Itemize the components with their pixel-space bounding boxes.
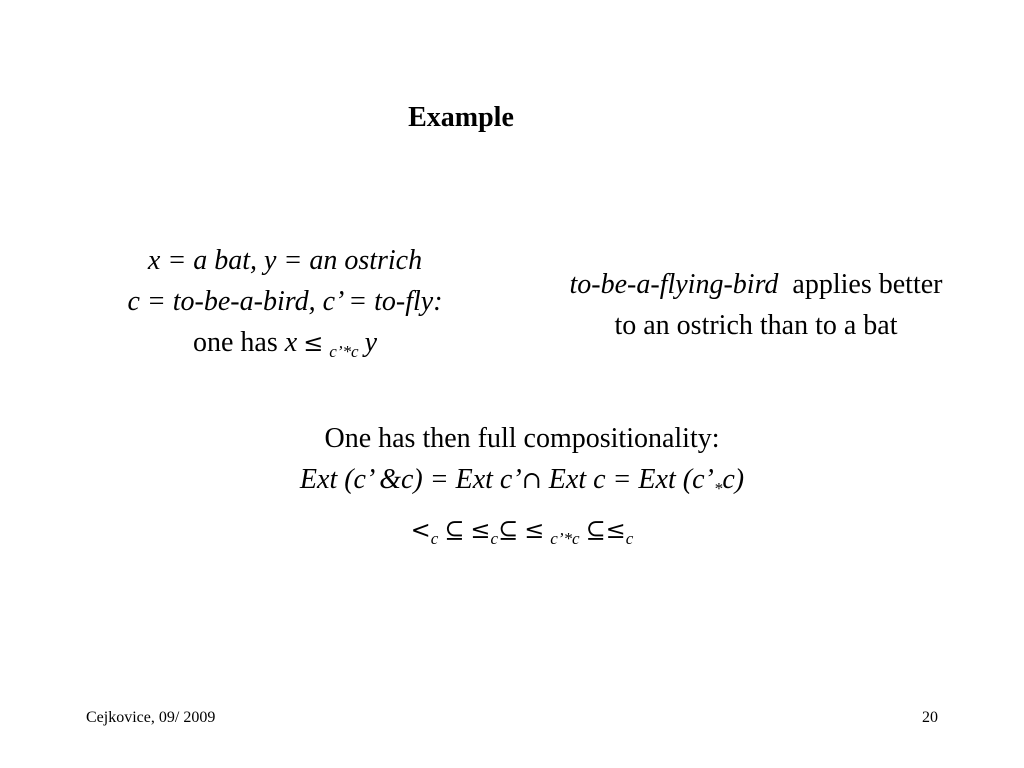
chain-symbol: ⊆ — [498, 516, 519, 544]
ordering-y: y — [364, 327, 377, 358]
slide-title: Example — [408, 102, 514, 133]
chain-subscript: c — [625, 529, 634, 548]
explanation-line-1 — [520, 264, 992, 305]
definition-x-y: x = a bat, y = an ostrich — [147, 245, 423, 276]
extension-equation-part-b: Ext c = Ext (c’ — [541, 464, 714, 495]
chain-item-4 — [498, 514, 518, 545]
extension-equation — [160, 459, 884, 509]
definition-c: c = to-be-a-bird, c’ = to-fly: — [127, 286, 443, 317]
explanation-line-1-rest: applies better — [792, 269, 943, 300]
chain-symbol: < — [410, 516, 431, 544]
explanation-line-2: to an ostrich than to a bat — [614, 310, 898, 341]
ordering-x: x — [284, 327, 298, 358]
chain-item-3 — [470, 514, 499, 548]
extension-equation-part-c: c) — [722, 464, 745, 495]
chain-subscript: c — [490, 529, 499, 548]
chain-subscript: c’*c — [550, 529, 580, 548]
compositionality-heading: One has then full compositionality: — [324, 423, 720, 454]
footer-page-number: 20 — [922, 709, 938, 726]
chain-symbol: ⊆ — [444, 516, 465, 544]
intersection-symbol: ∩ — [521, 466, 542, 494]
extension-equation-part-a: Ext (c’ &c) = Ext c’ — [299, 464, 522, 495]
example-explanation — [520, 264, 992, 346]
compositionality-block — [160, 418, 884, 559]
ordering-relation-symbol: ≤ — [303, 329, 324, 357]
example-definitions — [80, 240, 490, 372]
ordering-subscript: c’*c — [329, 342, 359, 361]
ordering-statement — [80, 322, 490, 372]
extension-equation-subscript: * — [713, 479, 723, 498]
explanation-term: to-be-a-flying-bird — [569, 269, 779, 300]
chain-subscript: c — [430, 529, 439, 548]
chain-item-1 — [410, 514, 439, 548]
chain-symbol: ≤ — [470, 516, 491, 544]
chain-item-6 — [586, 514, 606, 545]
inclusion-chain — [160, 509, 884, 559]
ordering-prefix: one has — [192, 327, 285, 358]
chain-item-7 — [605, 514, 634, 548]
chain-symbol: ⊆ — [585, 516, 606, 544]
chain-item-5 — [524, 514, 580, 548]
chain-symbol: ≤ — [605, 516, 626, 544]
footer-location-date: Cejkovice, 09/ 2009 — [86, 709, 216, 726]
chain-symbol: ≤ — [524, 516, 545, 544]
chain-item-2 — [444, 514, 464, 545]
